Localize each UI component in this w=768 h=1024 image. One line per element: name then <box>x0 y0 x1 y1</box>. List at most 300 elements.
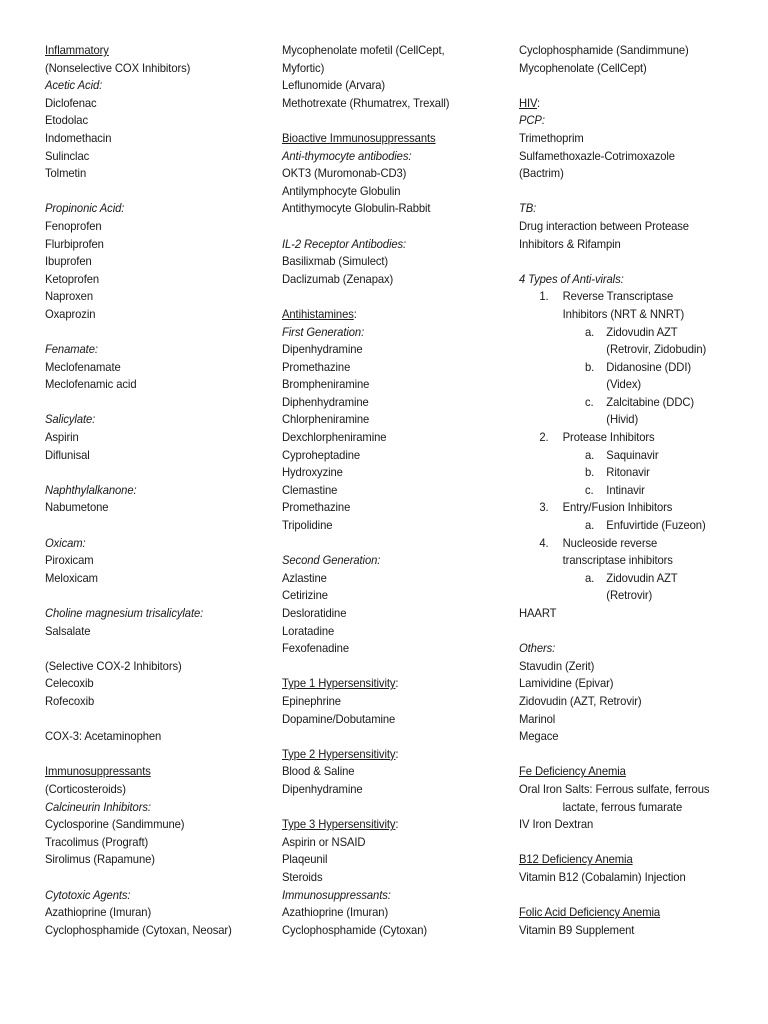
blank-line <box>282 535 507 553</box>
list-marker: 4. <box>539 536 549 550</box>
line-text-diflunisal: Diflunisal <box>45 448 90 462</box>
line-text-dipenhydramine: Dipenhydramine <box>282 343 363 357</box>
line-text-mycophenolate-cellcept: Mycophenolate (CellCept) <box>519 61 647 75</box>
line-text-hydroxyzine: Hydroxyzine <box>282 466 343 480</box>
line-text-fexofenadine: Fexofenadine <box>282 642 349 656</box>
column-right <box>519 42 759 939</box>
line-text-clemastine: Clemastine <box>282 483 338 497</box>
text-line <box>282 623 500 641</box>
text-line <box>282 411 500 429</box>
line-text-bactrim: (Bactrim) <box>519 167 564 181</box>
text-line <box>45 834 263 852</box>
line-text-type-2-hypersensitivity: Type 2 Hypersensitivity <box>282 747 396 761</box>
text-line <box>519 341 752 359</box>
line-text-marinol: Marinol <box>519 712 556 726</box>
text-line <box>45 499 263 517</box>
line-text-lamividine-epivar: Lamividine (Epivar) <box>519 677 614 691</box>
subheading <box>45 887 263 905</box>
line-text-dipenhydramine: Dipenhydramine <box>282 782 363 796</box>
line-text-others: Others: <box>519 642 556 656</box>
line-text-naphthylalkanone: Naphthylalkanone: <box>45 483 137 497</box>
text-line <box>282 200 500 218</box>
line-text-cyclophosphamide-cytoxan: Cyclophosphamide (Cytoxan) <box>282 923 427 937</box>
subheading <box>45 200 263 218</box>
line-text-cyproheptadine: Cyproheptadine <box>282 448 361 462</box>
line-text-acetic-acid: Acetic Acid: <box>45 79 103 93</box>
list-item <box>519 517 752 535</box>
line-text-pcp: PCP: <box>519 114 545 128</box>
line-text-il-2-receptor-antibodies: IL-2 Receptor Antibodies: <box>282 237 407 251</box>
section-heading <box>45 763 263 781</box>
line-text-piroxicam: Piroxicam <box>45 554 94 568</box>
list-item <box>519 464 752 482</box>
blank-line <box>45 464 270 482</box>
line-text-azathioprine-imuran: Azathioprine (Imuran) <box>282 906 389 920</box>
list-marker: a. <box>584 325 595 339</box>
list-marker: 3. <box>539 501 549 515</box>
subheading <box>282 236 500 254</box>
text-line <box>45 658 263 676</box>
subheading <box>282 552 500 570</box>
line-text-tracolimus-prograft: Tracolimus (Prograft) <box>45 835 149 849</box>
line-text-zidovudin-azt: Zidovudin AZT <box>606 325 678 339</box>
text-line <box>282 165 500 183</box>
list-item <box>519 447 752 465</box>
line-text-choline-magnesium-trisalicylate: Choline magnesium trisalicylate: <box>45 607 204 620</box>
line-text-tolmetin: Tolmetin <box>45 167 87 181</box>
line-text-diclofenac: Diclofenac <box>45 96 97 110</box>
text-line <box>519 587 752 605</box>
line-text-retrovir: (Retrovir) <box>606 589 653 603</box>
text-line <box>519 60 752 78</box>
line-text-tripolidine: Tripolidine <box>282 519 333 533</box>
text-line <box>282 711 500 729</box>
subheading <box>519 112 752 130</box>
text-line <box>45 359 263 377</box>
line-text-zidovudin-azt-retrovir: Zidovudin (AZT, Retrovir) <box>519 694 642 708</box>
text-line <box>519 869 752 887</box>
line-text-selective-cox-2-inhibitors: (Selective COX-2 Inhibitors) <box>45 659 182 673</box>
line-text-brompheniramine: Brompheniramine <box>282 378 370 392</box>
line-text-immunosuppressants: Immunosuppressants: <box>282 888 391 902</box>
line-text-promethazine: Promethazine <box>282 360 351 374</box>
text-line <box>282 42 500 60</box>
line-text-oxicam: Oxicam: <box>45 536 86 550</box>
subheading <box>282 887 500 905</box>
line-text-4-types-of-anti-virals: 4 Types of Anti-virals: <box>519 272 624 286</box>
line-text-rofecoxib: Rofecoxib <box>45 694 95 708</box>
list-item <box>519 570 752 588</box>
line-text-desloratidine: Desloratidine <box>282 607 347 620</box>
line-text-antithymocyte-globulin-rabbit: Antithymocyte Globulin-Rabbit <box>282 202 431 216</box>
line-text-zalcitabine-ddc: Zalcitabine (DDC) <box>606 395 695 409</box>
list-item <box>519 429 752 447</box>
text-line <box>282 869 500 887</box>
text-line <box>519 658 752 676</box>
subheading <box>519 200 752 218</box>
line-text-flurbiprofen: Flurbiprofen <box>45 237 104 251</box>
text-line <box>519 711 752 729</box>
subheading <box>282 324 500 342</box>
line-text-epinephrine: Epinephrine <box>282 694 341 708</box>
line-text-reverse-transcriptase: Reverse Transcriptase <box>562 290 674 304</box>
text-line <box>282 429 500 447</box>
text-line <box>519 605 752 623</box>
line-text-bioactive-immunosuppressants: Bioactive Immunosuppressants <box>282 131 436 145</box>
text-line <box>45 306 263 324</box>
subheading <box>45 799 263 817</box>
list-item <box>519 394 752 412</box>
text-line <box>45 130 263 148</box>
text-line <box>519 306 752 324</box>
list-item <box>519 482 752 500</box>
subheading <box>45 411 263 429</box>
text-line <box>45 148 263 166</box>
text-line <box>45 922 263 940</box>
blank-line <box>45 746 270 764</box>
text-line <box>282 95 500 113</box>
line-text-ritonavir: Ritonavir <box>606 466 650 480</box>
line-text-ibuprofen: Ibuprofen <box>45 255 92 269</box>
text-line <box>282 77 500 95</box>
text-line <box>282 922 500 940</box>
line-text-antilymphocyte-globulin: Antilymphocyte Globulin <box>282 184 401 198</box>
line-text-nabumetone: Nabumetone <box>45 501 109 515</box>
subheading <box>45 605 263 623</box>
text-line <box>282 253 500 271</box>
text-line <box>45 288 263 306</box>
line-text-inflammatory: Inflammatory <box>45 44 109 57</box>
line-text-methotrexate-rhumatrex-trexall: Methotrexate (Rhumatrex, Trexall) <box>282 96 450 110</box>
section-heading <box>282 816 500 834</box>
text-line <box>519 376 752 394</box>
blank-line <box>519 623 759 641</box>
text-line <box>282 587 500 605</box>
text-line <box>282 693 500 711</box>
text-line <box>282 834 500 852</box>
text-line <box>282 271 500 289</box>
blank-line <box>519 746 759 764</box>
text-line <box>282 499 500 517</box>
blank-line <box>45 394 270 412</box>
line-text-nonselective-cox-inhibitors: (Nonselective COX Inhibitors) <box>45 61 191 75</box>
line-text-type-3-hypersensitivity: Type 3 Hypersensitivity <box>282 818 396 832</box>
text-line <box>282 763 500 781</box>
heading-colon: : <box>395 747 399 761</box>
line-text-calcineurin-inhibitors: Calcineurin Inhibitors: <box>45 800 151 814</box>
list-item <box>519 324 752 342</box>
line-text-corticosteroids: (Corticosteroids) <box>45 782 126 796</box>
line-text-sirolimus-rapamune: Sirolimus (Rapamune) <box>45 853 155 867</box>
line-text-leflunomide-arvara: Leflunomide (Arvara) <box>282 79 386 93</box>
section-heading <box>519 95 752 113</box>
blank-line <box>282 728 507 746</box>
line-text-immunosuppressants: Immunosuppressants <box>45 765 151 779</box>
blank-line <box>45 183 270 201</box>
section-heading <box>519 904 752 922</box>
line-text-inhibitors-rifampin: Inhibitors & Rifampin <box>519 237 621 251</box>
text-line <box>519 42 752 60</box>
text-line <box>45 112 263 130</box>
line-text-salicylate: Salicylate: <box>45 413 96 427</box>
text-line <box>519 218 752 236</box>
section-heading <box>282 306 500 324</box>
line-text-blood-saline: Blood & Saline <box>282 765 355 779</box>
line-text-type-1-hypersensitivity: Type 1 Hypersensitivity <box>282 677 396 691</box>
line-text-protease-inhibitors: Protease Inhibitors <box>562 431 655 445</box>
list-item <box>519 499 752 517</box>
line-text-daclizumab-zenapax: Daclizumab (Zenapax) <box>282 272 394 286</box>
line-text-transcriptase-inhibitors: transcriptase inhibitors <box>562 554 673 568</box>
text-line <box>45 253 263 271</box>
text-line <box>45 816 263 834</box>
section-heading <box>282 675 500 693</box>
text-line <box>519 130 752 148</box>
blank-line <box>519 183 759 201</box>
line-text-meclofenamic-acid: Meclofenamic acid <box>45 378 137 392</box>
blank-line <box>282 288 507 306</box>
text-line <box>519 693 752 711</box>
line-text-drug-interaction-between-protease: Drug interaction between Protease <box>519 219 689 233</box>
column-middle <box>282 42 507 939</box>
text-line <box>519 728 752 746</box>
text-line <box>519 922 752 940</box>
line-text-nucleoside-reverse: Nucleoside reverse <box>562 536 658 550</box>
text-line <box>45 693 263 711</box>
line-text-inhibitors-nrt-nnrt: Inhibitors (NRT & NNRT) <box>562 307 685 321</box>
text-line <box>282 447 500 465</box>
list-marker: b. <box>584 466 595 480</box>
line-text-enfuvirtide-fuzeon: Enfuvirtide (Fuzeon) <box>606 519 706 533</box>
line-text-trimethoprim: Trimethoprim <box>519 131 584 145</box>
blank-line <box>519 253 759 271</box>
text-line <box>282 640 500 658</box>
text-line <box>282 904 500 922</box>
list-item <box>519 359 752 377</box>
line-text-haart: HAART <box>519 607 557 620</box>
text-line <box>45 904 263 922</box>
list-marker: 2. <box>539 431 549 445</box>
subheading <box>519 640 752 658</box>
line-text-oxaprozin: Oxaprozin <box>45 307 96 321</box>
text-line <box>45 165 263 183</box>
line-text-celecoxib: Celecoxib <box>45 677 94 691</box>
text-line <box>45 728 263 746</box>
line-text-didanosine-ddi: Didanosine (DDI) <box>606 360 692 374</box>
line-text-first-generation: First Generation: <box>282 325 365 339</box>
line-text-salsalate: Salsalate <box>45 624 91 638</box>
text-line <box>45 552 263 570</box>
line-text-sulfamethoxazle-cotrimoxazole: Sulfamethoxazle-Cotrimoxazole <box>519 149 675 163</box>
section-heading <box>519 763 752 781</box>
list-marker: 1. <box>539 290 549 304</box>
blank-line <box>519 77 759 95</box>
subheading <box>45 77 263 95</box>
line-text-fe-deficiency-anemia: Fe Deficiency Anemia <box>519 765 626 779</box>
text-line <box>45 851 263 869</box>
line-text-chlorpheniramine: Chlorpheniramine <box>282 413 370 427</box>
subheading <box>519 271 752 289</box>
blank-line <box>282 112 507 130</box>
blank-line <box>45 587 270 605</box>
text-line <box>282 341 500 359</box>
line-text-hivid: (Hivid) <box>606 413 639 427</box>
line-text-indomethacin: Indomethacin <box>45 131 112 145</box>
heading-colon: : <box>353 307 357 321</box>
text-line <box>519 816 752 834</box>
line-text-entry-fusion-inhibitors: Entry/Fusion Inhibitors <box>562 501 673 515</box>
line-text-lactate-ferrous-fumarate: lactate, ferrous fumarate <box>562 800 683 814</box>
blank-line <box>45 869 270 887</box>
line-text-antihistamines: Antihistamines <box>282 307 354 321</box>
blank-line <box>519 887 759 905</box>
line-text-cytotoxic-agents: Cytotoxic Agents: <box>45 888 131 902</box>
text-line <box>519 165 752 183</box>
line-text-propinonic-acid: Propinonic Acid: <box>45 202 125 216</box>
text-line <box>519 675 752 693</box>
line-text-zidovudin-azt: Zidovudin AZT <box>606 571 678 585</box>
line-text-cetirizine: Cetirizine <box>282 589 328 603</box>
line-text-cyclophosphamide-sandimmune: Cyclophosphamide (Sandimmune) <box>519 44 689 57</box>
section-heading <box>519 851 752 869</box>
subheading <box>45 482 263 500</box>
heading-colon: : <box>395 677 399 691</box>
list-marker: c. <box>584 395 594 409</box>
line-text-meloxicam: Meloxicam <box>45 571 98 585</box>
section-heading <box>45 42 263 60</box>
text-line <box>282 570 500 588</box>
line-text-dopamine-dobutamine: Dopamine/Dobutamine <box>282 712 396 726</box>
line-text-aspirin: Aspirin <box>45 431 79 445</box>
line-text-saquinavir: Saquinavir <box>606 448 659 462</box>
line-text-tb: TB: <box>519 202 537 216</box>
text-line <box>282 60 500 78</box>
line-text-diphenhydramine: Diphenhydramine <box>282 395 369 409</box>
blank-line <box>45 711 270 729</box>
text-line <box>45 376 263 394</box>
line-text-retrovir-zidobudin: (Retrovir, Zidobudin) <box>606 343 707 357</box>
line-text-b12-deficiency-anemia: B12 Deficiency Anemia <box>519 853 633 867</box>
text-line <box>282 781 500 799</box>
text-line <box>282 376 500 394</box>
line-text-videx: (Videx) <box>606 378 642 392</box>
list-marker: a. <box>584 448 595 462</box>
line-text-ketoprofen: Ketoprofen <box>45 272 100 286</box>
text-line <box>45 623 263 641</box>
line-text-basilixmab-simulect: Basilixmab (Simulect) <box>282 255 389 269</box>
line-text-vitamin-b12-cobalamin-injection: Vitamin B12 (Cobalamin) Injection <box>519 870 686 884</box>
line-text-loratadine: Loratadine <box>282 624 335 638</box>
line-text-iv-iron-dextran: IV Iron Dextran <box>519 818 594 832</box>
text-line <box>519 236 752 254</box>
text-line <box>282 605 500 623</box>
line-text-plaqeunil: Plaqeunil <box>282 853 328 867</box>
line-text-anti-thymocyte-antibodies: Anti-thymocyte antibodies: <box>282 149 412 163</box>
heading-colon: : <box>537 96 541 110</box>
line-text-myfortic: Myfortic) <box>282 61 325 75</box>
line-text-mycophenolate-mofetil-cellcept: Mycophenolate mofetil (CellCept, <box>282 44 445 57</box>
text-line <box>45 429 263 447</box>
line-text-naproxen: Naproxen <box>45 290 93 304</box>
blank-line <box>45 517 270 535</box>
line-text-azlastine: Azlastine <box>282 571 327 585</box>
text-line <box>282 183 500 201</box>
line-text-stavudin-zerit: Stavudin (Zerit) <box>519 659 595 673</box>
section-heading <box>282 746 500 764</box>
list-marker: a. <box>584 571 595 585</box>
list-marker: c. <box>584 483 594 497</box>
subheading <box>282 148 500 166</box>
line-text-megace: Megace <box>519 730 559 744</box>
line-text-aspirin-or-nsaid: Aspirin or NSAID <box>282 835 366 849</box>
line-text-azathioprine-imuran: Azathioprine (Imuran) <box>45 906 152 920</box>
text-line <box>45 447 263 465</box>
line-text-folic-acid-deficiency-anemia: Folic Acid Deficiency Anemia <box>519 906 661 920</box>
subheading <box>45 535 263 553</box>
blank-line <box>282 658 507 676</box>
text-line <box>519 781 752 799</box>
list-marker: a. <box>584 519 595 533</box>
text-line <box>45 236 263 254</box>
line-text-promethazine: Promethazine <box>282 501 351 515</box>
line-text-steroids: Steroids <box>282 870 323 884</box>
text-line <box>45 271 263 289</box>
line-text-cyclophosphamide-cytoxan-neosar: Cyclophosphamide (Cytoxan, Neosar) <box>45 923 232 937</box>
text-line <box>519 148 752 166</box>
line-text-fenamate: Fenamate: <box>45 343 98 357</box>
line-text-meclofenamate: Meclofenamate <box>45 360 121 374</box>
line-text-etodolac: Etodolac <box>45 114 88 128</box>
line-text-hiv: HIV <box>519 96 538 110</box>
list-marker: b. <box>584 360 595 374</box>
blank-line <box>45 640 270 658</box>
list-item <box>519 288 752 306</box>
line-text-okt3-muromonab-cd3: OKT3 (Muromonab-CD3) <box>282 167 407 181</box>
text-line <box>519 552 752 570</box>
line-text-oral-iron-salts-ferrous-sulfate-ferrous: Oral Iron Salts: Ferrous sulfate, ferrous <box>519 782 710 796</box>
blank-line <box>282 218 507 236</box>
text-line <box>282 851 500 869</box>
text-line <box>282 394 500 412</box>
column-left <box>45 42 270 939</box>
text-line <box>282 359 500 377</box>
subheading <box>45 341 263 359</box>
text-line <box>519 799 752 817</box>
list-item <box>519 535 752 553</box>
heading-colon: : <box>395 818 399 832</box>
text-line <box>45 675 263 693</box>
text-line <box>45 95 263 113</box>
text-line <box>45 570 263 588</box>
line-text-second-generation: Second Generation: <box>282 554 381 568</box>
text-line <box>282 517 500 535</box>
line-text-cyclosporine-sandimmune: Cyclosporine (Sandimmune) <box>45 818 185 832</box>
text-line <box>45 781 263 799</box>
line-text-sulinclac: Sulinclac <box>45 149 90 163</box>
line-text-cox-3-acetaminophen: COX-3: Acetaminophen <box>45 730 162 744</box>
text-line <box>45 60 263 78</box>
text-line <box>282 464 500 482</box>
section-heading <box>282 130 500 148</box>
text-line <box>519 411 752 429</box>
line-text-intinavir: Intinavir <box>606 483 645 497</box>
blank-line <box>519 834 759 852</box>
blank-line <box>282 799 507 817</box>
text-line <box>45 218 263 236</box>
blank-line <box>45 324 270 342</box>
line-text-vitamin-b9-supplement: Vitamin B9 Supplement <box>519 923 635 937</box>
line-text-fenoprofen: Fenoprofen <box>45 219 102 233</box>
